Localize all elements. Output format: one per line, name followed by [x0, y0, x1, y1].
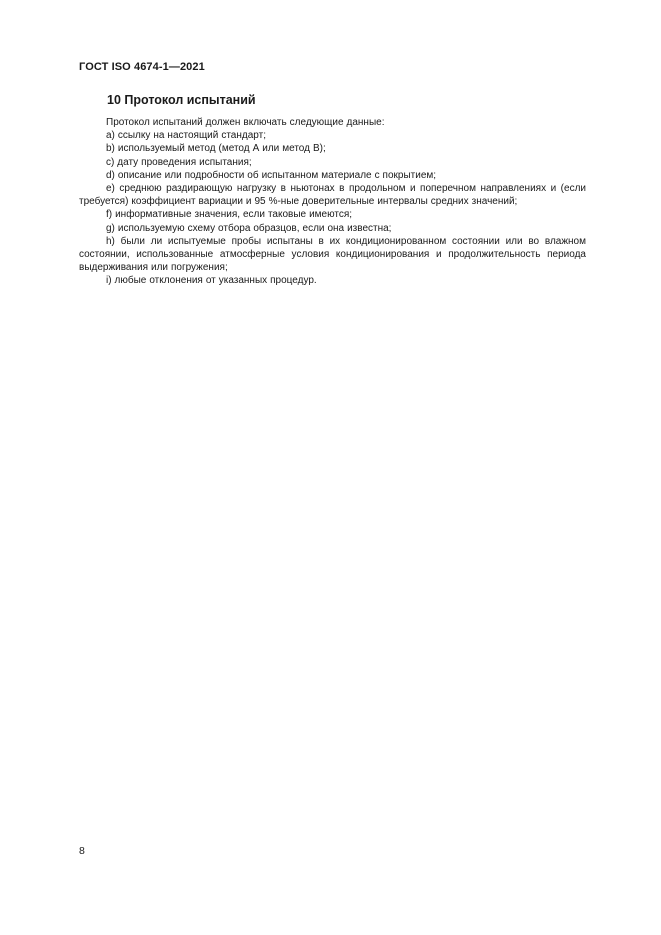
list-item-b: b) используемый метод (метод А или метод В);	[106, 143, 326, 155]
list-item-f: f) информативные значения, если таковые имеются;	[106, 209, 353, 221]
list-item-g: g) используемую схему отбора образцов, если она известна;	[106, 222, 392, 234]
section-title: 10 Протокол испытаний	[107, 93, 256, 107]
list-item-a: a) ссылку на настоящий стандарт;	[106, 130, 266, 142]
list-item-e: e) среднюю раздирающую нагрузку в ньютонах в продольном и поперечном направлениях и (если требуется) коэффициент вариации и 95 %-ные доверительные интервалы средних значений;	[79, 183, 586, 208]
list-item-c: c) дату проведения испытания;	[106, 156, 252, 168]
page-number: 8	[79, 845, 85, 857]
document-header: ГОСТ ISO 4674-1—2021	[79, 61, 205, 73]
section-body	[79, 116, 586, 288]
list-item-h: h) были ли испытуемые пробы испытаны в их кондиционированном состоянии или во влажном состоянии, использованные атмосферные условия кондиционирования и продолжительность периода выдерживания или погружения;	[79, 235, 586, 274]
section-intro: Протокол испытаний должен включать следующие данные:	[106, 117, 385, 128]
list-item-d: d) описание или подробности об испытанном материале с покрытием;	[106, 169, 437, 181]
list-item-i: i) любые отклонения от указанных процедур.	[106, 275, 317, 287]
